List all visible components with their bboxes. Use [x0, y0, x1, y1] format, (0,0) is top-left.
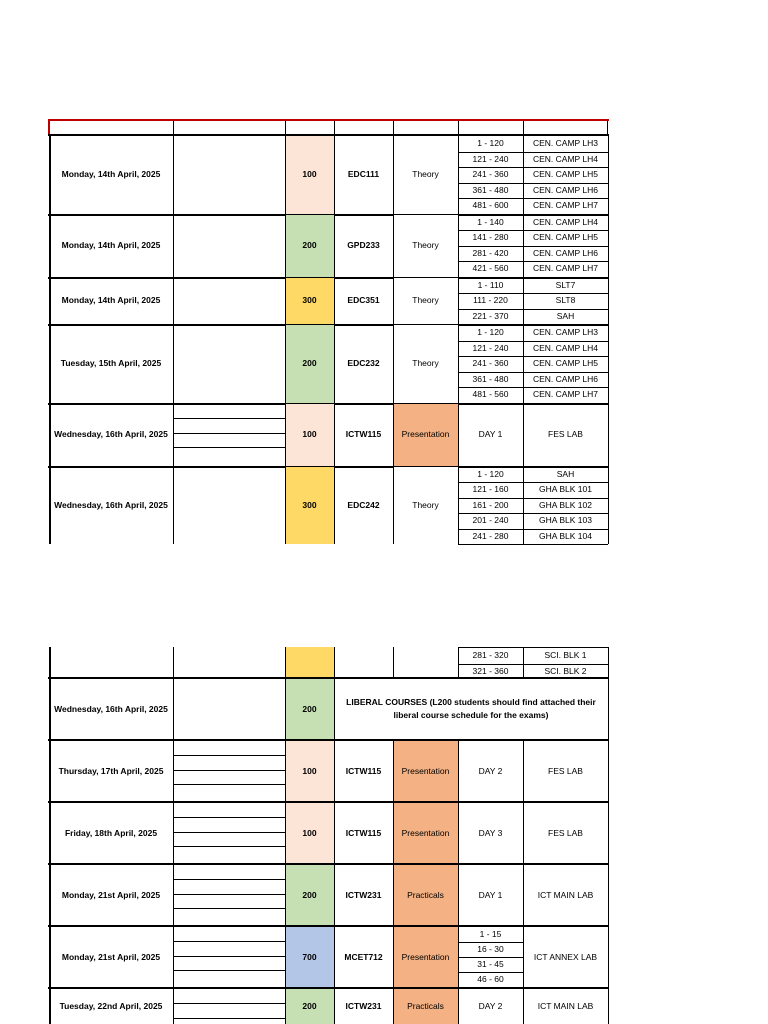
grid-line: [393, 647, 394, 677]
grid-line: [173, 1018, 285, 1019]
exam-date: Monday, 21st April, 2025: [61, 951, 161, 962]
venue: SLT8: [555, 295, 576, 306]
day-label: DAY 3: [478, 827, 503, 838]
grid-line: [458, 309, 608, 310]
grid-line: [173, 466, 174, 545]
grid-line: [173, 755, 285, 756]
exam-type: Presentation: [393, 741, 458, 801]
grid-line: [173, 894, 285, 895]
grid-line: [608, 277, 609, 325]
grid-line: [334, 466, 335, 545]
grid-line: [458, 529, 608, 530]
grid-line: [334, 740, 335, 801]
course-code: EDC232: [347, 358, 380, 369]
grid-line: [173, 277, 174, 325]
grid-line: [334, 802, 335, 863]
venue: CEN. CAMP LH5: [532, 232, 599, 243]
grid-line: [608, 647, 609, 677]
grid-line: [334, 926, 335, 987]
grid-line: [608, 135, 609, 214]
grid-line: [173, 817, 285, 818]
level-cell: 200: [285, 989, 334, 1024]
grid-line: [458, 152, 608, 153]
level-cell: 300: [285, 467, 334, 545]
exam-type: Theory: [393, 136, 458, 214]
grid-line: [285, 403, 286, 466]
grid-line: [523, 324, 524, 403]
index-range: 361 - 480: [472, 373, 509, 384]
grid-line: [285, 277, 286, 325]
grid-line: [458, 372, 608, 373]
grid-line: [285, 647, 286, 677]
liberal-note: LIBERAL COURSES (L200 students should find attached their liberal course schedule for the exams): [346, 697, 596, 720]
grid-line: [523, 802, 524, 863]
venue: CEN. CAMP LH5: [532, 169, 599, 180]
exam-type: Presentation: [393, 404, 458, 466]
venue: CEN. CAMP LH3: [532, 138, 599, 149]
index-range: 481 - 560: [472, 389, 509, 400]
index-range: 1 - 120: [477, 138, 504, 149]
grid-line: [608, 214, 609, 277]
exam-date: Wednesday, 16th April, 2025: [54, 703, 168, 714]
grid-line: [173, 647, 174, 677]
grid-line: [49, 324, 51, 403]
grid-line: [173, 879, 285, 880]
exam-date: Monday, 14th April, 2025: [61, 240, 161, 250]
grid-line: [608, 802, 609, 863]
grid-line: [458, 972, 523, 973]
grid-line: [608, 403, 609, 466]
grid-line: [173, 908, 285, 909]
index-range: 241 - 280: [472, 530, 509, 541]
index-range: 1 - 15: [479, 929, 502, 939]
exam-date: Tuesday, 15th April, 2025: [60, 358, 162, 369]
grid-line: [458, 498, 608, 499]
grid-line: [458, 121, 459, 134]
grid-line: [458, 356, 608, 357]
venue: SCI. BLK 2: [544, 665, 587, 676]
grid-line: [173, 1003, 285, 1004]
venue: CEN. CAMP LH4: [532, 153, 599, 164]
grid-line: [458, 544, 608, 545]
grid-line: [173, 121, 174, 134]
exam-date: Wednesday, 16th April, 2025: [54, 429, 168, 439]
venue: CEN. CAMP LH4: [532, 216, 599, 227]
index-range: 481 - 600: [472, 200, 509, 211]
grid-line: [49, 802, 51, 863]
grid-line: [523, 864, 524, 925]
venue: GHA BLK 102: [539, 499, 592, 510]
grid-line: [173, 802, 174, 863]
grid-line: [285, 324, 286, 403]
grid-line: [393, 214, 394, 277]
grid-line: [285, 988, 286, 1024]
grid-line: [173, 135, 174, 214]
exam-type: Practicals: [393, 989, 458, 1024]
index-range: 421 - 560: [472, 263, 509, 274]
grid-line: [458, 647, 459, 677]
grid-line: [458, 135, 459, 214]
level-cell: 200: [285, 325, 334, 403]
venue: SLT7: [555, 279, 576, 290]
course-code: ICTW115: [345, 827, 382, 838]
index-range: 221 - 370: [472, 310, 509, 321]
index-range: 281 - 420: [472, 247, 509, 258]
index-range: 1 - 120: [477, 468, 504, 479]
grid-line: [393, 121, 394, 134]
grid-line: [173, 926, 174, 987]
grid-line: [173, 956, 285, 957]
grid-line: [393, 403, 394, 466]
grid-line: [285, 740, 286, 801]
index-range: 241 - 360: [472, 169, 509, 180]
exam-type: Theory: [393, 278, 458, 325]
index-range: 321 - 360: [472, 665, 509, 676]
grid-line: [173, 784, 285, 785]
course-code: MCET712: [344, 951, 383, 962]
exam-type: Presentation: [393, 927, 458, 987]
level-cell: 700: [285, 927, 334, 987]
grid-line: [608, 864, 609, 925]
grid-line: [458, 324, 459, 403]
venue: CEN. CAMP LH3: [532, 327, 599, 338]
index-range: 111 - 220: [473, 295, 508, 306]
grid-line: [173, 403, 174, 466]
grid-line: [285, 679, 286, 739]
grid-line: [458, 482, 608, 483]
grid-line: [608, 466, 609, 545]
grid-line: [334, 135, 335, 214]
course-code: EDC242: [347, 499, 380, 510]
grid-line: [393, 277, 394, 325]
grid-line: [458, 183, 608, 184]
venue: SCI. BLK 1: [544, 650, 587, 661]
grid-line: [173, 324, 174, 403]
header-border: [48, 119, 609, 121]
level-cell: 100: [285, 136, 334, 214]
grid-line: [393, 926, 394, 987]
grid-line: [458, 167, 608, 168]
grid-line: [49, 277, 51, 325]
grid-line: [393, 740, 394, 801]
grid-line: [49, 214, 51, 277]
grid-line: [334, 647, 335, 677]
grid-line: [608, 926, 609, 987]
index-range: 1 - 110: [477, 279, 504, 290]
course-code: ICTW231: [345, 1001, 382, 1011]
level-cell: 100: [285, 741, 334, 801]
exam-type: Theory: [393, 325, 458, 403]
grid-line: [458, 926, 459, 987]
venue: CEN. CAMP LH7: [532, 263, 599, 274]
grid-line: [458, 387, 608, 388]
grid-line: [173, 447, 285, 448]
grid-line: [523, 466, 524, 545]
grid-line: [334, 121, 335, 134]
grid-line: [458, 664, 608, 665]
grid-line: [458, 513, 608, 514]
grid-line: [334, 214, 335, 277]
grid-line: [173, 770, 285, 771]
grid-line: [458, 403, 459, 466]
grid-line: [458, 740, 459, 801]
exam-type: Presentation: [393, 803, 458, 863]
venue: CEN. CAMP LH7: [532, 200, 599, 211]
exam-date: Thursday, 17th April, 2025: [58, 765, 164, 776]
venue: CEN. CAMP LH6: [532, 373, 599, 384]
grid-line: [393, 466, 394, 545]
grid-line: [458, 988, 459, 1024]
grid-line: [173, 679, 174, 739]
grid-line: [458, 214, 459, 277]
index-range: 121 - 240: [472, 153, 509, 164]
index-range: 141 - 280: [472, 232, 509, 243]
grid-line: [285, 926, 286, 987]
index-range: 31 - 45: [477, 959, 504, 969]
grid-line: [608, 988, 609, 1024]
index-range: 281 - 320: [472, 650, 509, 661]
grid-line: [334, 277, 335, 325]
grid-line: [458, 942, 523, 943]
index-range: 121 - 160: [472, 484, 509, 495]
course-code: ICTW231: [345, 889, 382, 900]
grid-line: [393, 324, 394, 403]
venue: SAH: [556, 468, 575, 479]
exam-date: Monday, 21st April, 2025: [61, 889, 161, 900]
venue: GHA BLK 104: [539, 530, 592, 541]
venue: CEN. CAMP LH7: [532, 389, 599, 400]
level-cell: 100: [285, 803, 334, 863]
grid-line: [458, 198, 608, 199]
day-label: DAY 2: [478, 765, 503, 776]
grid-line: [173, 970, 285, 971]
grid-line: [523, 277, 524, 325]
grid-line: [608, 324, 609, 403]
grid-line: [285, 214, 286, 277]
venue: GHA BLK 103: [539, 515, 592, 526]
grid-line: [285, 135, 286, 214]
grid-line: [173, 433, 285, 434]
exam-date: Tuesday, 22nd April, 2025: [59, 1001, 163, 1011]
venue: FES LAB: [548, 827, 583, 838]
grid-line: [458, 341, 608, 342]
exam-date: Monday, 14th April, 2025: [61, 295, 161, 306]
grid-line: [49, 926, 51, 987]
index-range: 16 - 30: [477, 944, 504, 954]
grid-line: [49, 740, 51, 801]
level-cell: 200: [285, 865, 334, 925]
grid-line: [523, 135, 524, 214]
exam-type: Practicals: [393, 865, 458, 925]
grid-line: [458, 230, 608, 231]
course-code: GPD233: [347, 240, 380, 250]
course-code: ICTW115: [345, 429, 382, 439]
grid-line: [334, 864, 335, 925]
exam-date: Wednesday, 16th April, 2025: [54, 499, 168, 510]
index-range: 361 - 480: [472, 184, 509, 195]
grid-line: [173, 846, 285, 847]
grid-line: [523, 647, 524, 677]
index-range: 121 - 240: [472, 342, 509, 353]
grid-line: [173, 418, 285, 419]
level-cell: 200: [285, 215, 334, 277]
grid-line: [334, 679, 335, 739]
venue: CEN. CAMP LH6: [532, 184, 599, 195]
grid-line: [285, 466, 286, 545]
grid-line: [49, 403, 51, 466]
grid-line: [334, 403, 335, 466]
grid-line: [458, 246, 608, 247]
grid-line: [49, 679, 51, 739]
grid-line: [523, 926, 524, 987]
venue: CEN. CAMP LH5: [532, 358, 599, 369]
grid-line: [285, 802, 286, 863]
course-code: EDC111: [347, 169, 380, 180]
index-range: 1 - 120: [477, 327, 504, 338]
grid-line: [523, 214, 524, 277]
grid-line: [173, 941, 285, 942]
exam-date: Monday, 14th April, 2025: [61, 169, 161, 180]
index-range: 1 - 140: [477, 216, 504, 227]
level-cell: [285, 647, 334, 677]
grid-line: [523, 740, 524, 801]
exam-date: Friday, 18th April, 2025: [64, 827, 158, 838]
exam-type: Theory: [393, 467, 458, 545]
level-cell: 200: [285, 679, 334, 739]
exam-type: Theory: [393, 215, 458, 277]
day-label: DAY 1: [478, 429, 503, 439]
grid-line: [458, 293, 608, 294]
index-range: 161 - 200: [472, 499, 509, 510]
grid-line: [458, 277, 459, 325]
venue: CEN. CAMP LH6: [532, 247, 599, 258]
grid-line: [458, 957, 523, 958]
grid-line: [523, 988, 524, 1024]
grid-line: [334, 988, 335, 1024]
grid-line: [49, 466, 51, 545]
grid-line: [458, 261, 608, 262]
venue: SAH: [556, 310, 575, 321]
venue: FES LAB: [548, 765, 583, 776]
course-code: ICTW115: [345, 765, 382, 776]
venue: ICT ANNEX LAB: [533, 951, 598, 962]
day-label: DAY 1: [478, 889, 503, 900]
grid-line: [334, 324, 335, 403]
course-code: EDC351: [347, 295, 380, 306]
grid-line: [393, 988, 394, 1024]
index-range: 201 - 240: [472, 515, 509, 526]
venue: FES LAB: [548, 429, 583, 439]
grid-line: [49, 988, 51, 1024]
grid-line: [49, 135, 51, 214]
venue: ICT MAIN LAB: [537, 889, 594, 900]
grid-line: [49, 864, 51, 925]
grid-line: [173, 864, 174, 925]
header-border: [48, 119, 50, 135]
level-cell: 300: [285, 278, 334, 325]
grid-line: [458, 802, 459, 863]
grid-line: [49, 647, 51, 677]
grid-line: [608, 679, 609, 739]
index-range: 46 - 60: [477, 974, 504, 984]
grid-line: [285, 864, 286, 925]
grid-line: [173, 832, 285, 833]
grid-line: [523, 121, 524, 134]
venue: ICT MAIN LAB: [537, 1001, 594, 1011]
grid-line: [285, 121, 286, 134]
grid-line: [607, 121, 608, 134]
index-range: 241 - 360: [472, 358, 509, 369]
grid-line: [393, 135, 394, 214]
grid-line: [608, 740, 609, 801]
grid-line: [393, 864, 394, 925]
grid-line: [393, 802, 394, 863]
grid-line: [458, 864, 459, 925]
grid-line: [173, 214, 174, 277]
day-label: DAY 2: [478, 1001, 503, 1011]
grid-line: [458, 466, 459, 545]
venue: CEN. CAMP LH4: [532, 342, 599, 353]
grid-line: [173, 988, 174, 1024]
level-cell: 100: [285, 404, 334, 466]
venue: GHA BLK 101: [539, 484, 592, 495]
grid-line: [173, 740, 174, 801]
grid-line: [523, 403, 524, 466]
